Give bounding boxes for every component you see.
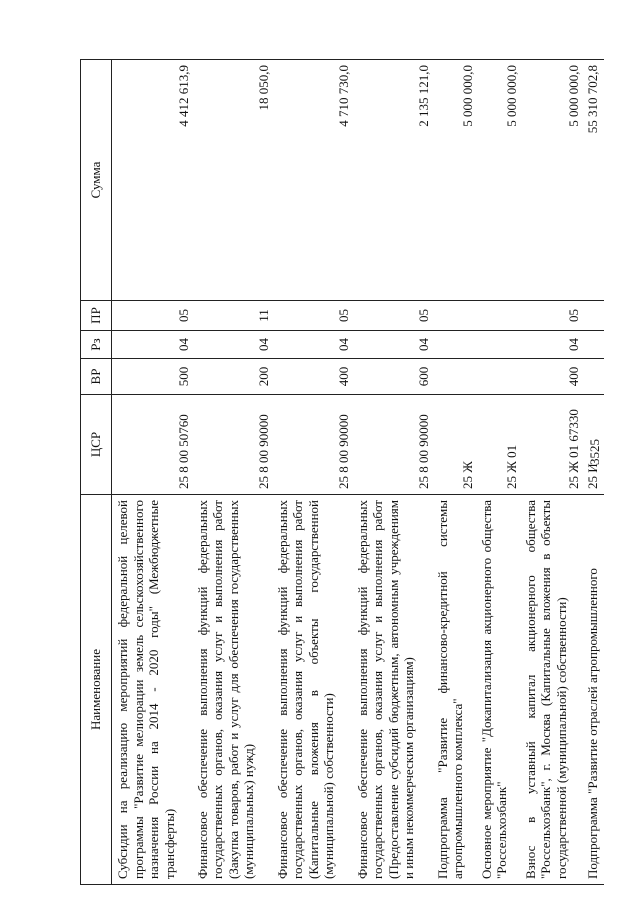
- header-csr: ЦСР: [81, 395, 112, 495]
- row-name: Субсидии на реализацию мероприятий федеральной целевой программы "Развитие мелиорации земель сельскохозяйственного назначения России на 2014 - 2020 годы" (Межбюджетные трансферты): [112, 495, 192, 885]
- row-name: Финансовое обеспечение выполнения функций федеральных государственных органов, оказания услуг и выполнения работ (Закупка товаров, работ и услуг для обеспечения государственных (муниципальных) нужд): [192, 495, 272, 885]
- row-csr: 25 Ж: [432, 395, 476, 495]
- row-sum: 4 710 730,0: [272, 60, 352, 301]
- row-vr: 400: [272, 359, 352, 395]
- row-rz: 04: [520, 331, 582, 359]
- row-csr: 25 И: [582, 395, 604, 495]
- row-pr: 05: [112, 301, 192, 331]
- row-rz: [432, 331, 476, 359]
- row-csr: 25 Ж 01 67330: [520, 395, 582, 495]
- table-row: [582, 60, 604, 885]
- table-row: [272, 60, 352, 885]
- row-pr: [582, 301, 604, 331]
- row-sum: 5 000 000,0: [520, 60, 582, 301]
- row-sum: 5 000 000,0: [476, 60, 520, 301]
- row-pr: 11: [192, 301, 272, 331]
- row-pr: 05: [352, 301, 432, 331]
- page-number: 3525: [587, 439, 602, 465]
- table-header-row: [81, 60, 112, 885]
- row-pr: [476, 301, 520, 331]
- table-row: [520, 60, 582, 885]
- row-vr: 400: [520, 359, 582, 395]
- row-sum: 5 000 000,0: [432, 60, 476, 301]
- row-vr: 600: [352, 359, 432, 395]
- row-csr: 25 8 00 90000: [352, 395, 432, 495]
- row-name: Финансовое обеспечение выполнения функций федеральных государственных органов, оказания услуг и выполнения работ (Предоставление субсидий бюджетным, автономным учреждениям и иным некоммерческим организациям): [352, 495, 432, 885]
- header-pr: ПР: [81, 301, 112, 331]
- row-rz: [476, 331, 520, 359]
- row-pr: 05: [520, 301, 582, 331]
- row-vr: 200: [192, 359, 272, 395]
- row-rz: 04: [112, 331, 192, 359]
- header-sum: Сумма: [81, 60, 112, 301]
- row-sum: 18 050,0: [192, 60, 272, 301]
- row-rz: 04: [272, 331, 352, 359]
- row-rz: [582, 331, 604, 359]
- table-row: [432, 60, 476, 885]
- row-name: Основное мероприятие "Докапитализация акционерного общества "Россельхозбанк": [476, 495, 520, 885]
- row-name: Подпрограмма "Развитие финансово-кредитной системы агропромышленного комплекса": [432, 495, 476, 885]
- row-name: Подпрограмма "Развитие отраслей агропромышленного: [582, 495, 604, 885]
- table-row: [192, 60, 272, 885]
- header-vr: ВР: [81, 359, 112, 395]
- row-vr: [582, 359, 604, 395]
- header-name: Наименование: [81, 495, 112, 885]
- row-vr: [432, 359, 476, 395]
- row-pr: 05: [272, 301, 352, 331]
- table-row: [112, 60, 192, 885]
- row-name: Взнос в уставный капитал акционерного общества "Россельхозбанк", г. Москва (Капитальные вложения в объекты государственной (муниципальной) собственности): [520, 495, 582, 885]
- row-vr: 500: [112, 359, 192, 395]
- budget-table: [80, 59, 604, 885]
- row-name: Финансовое обеспечение выполнения функций федеральных государственных органов, оказания услуг и выполнения работ (Капитальные вложения в объекты государственной (муниципальной) собственности): [272, 495, 352, 885]
- row-csr: 25 8 00 90000: [272, 395, 352, 495]
- row-sum: 4 412 613,9: [112, 60, 192, 301]
- row-rz: 04: [192, 331, 272, 359]
- row-sum: 55 310 702,8: [582, 60, 604, 301]
- row-pr: [432, 301, 476, 331]
- row-csr: 25 8 00 50760: [112, 395, 192, 495]
- header-rz: Рз: [81, 331, 112, 359]
- row-csr: 25 8 00 90000: [192, 395, 272, 495]
- rotated-table-area: [80, 60, 600, 885]
- table-row: [476, 60, 520, 885]
- row-sum: 2 135 121,0: [352, 60, 432, 301]
- row-csr: 25 Ж 01: [476, 395, 520, 495]
- row-vr: [476, 359, 520, 395]
- table-row: [352, 60, 432, 885]
- row-rz: 04: [352, 331, 432, 359]
